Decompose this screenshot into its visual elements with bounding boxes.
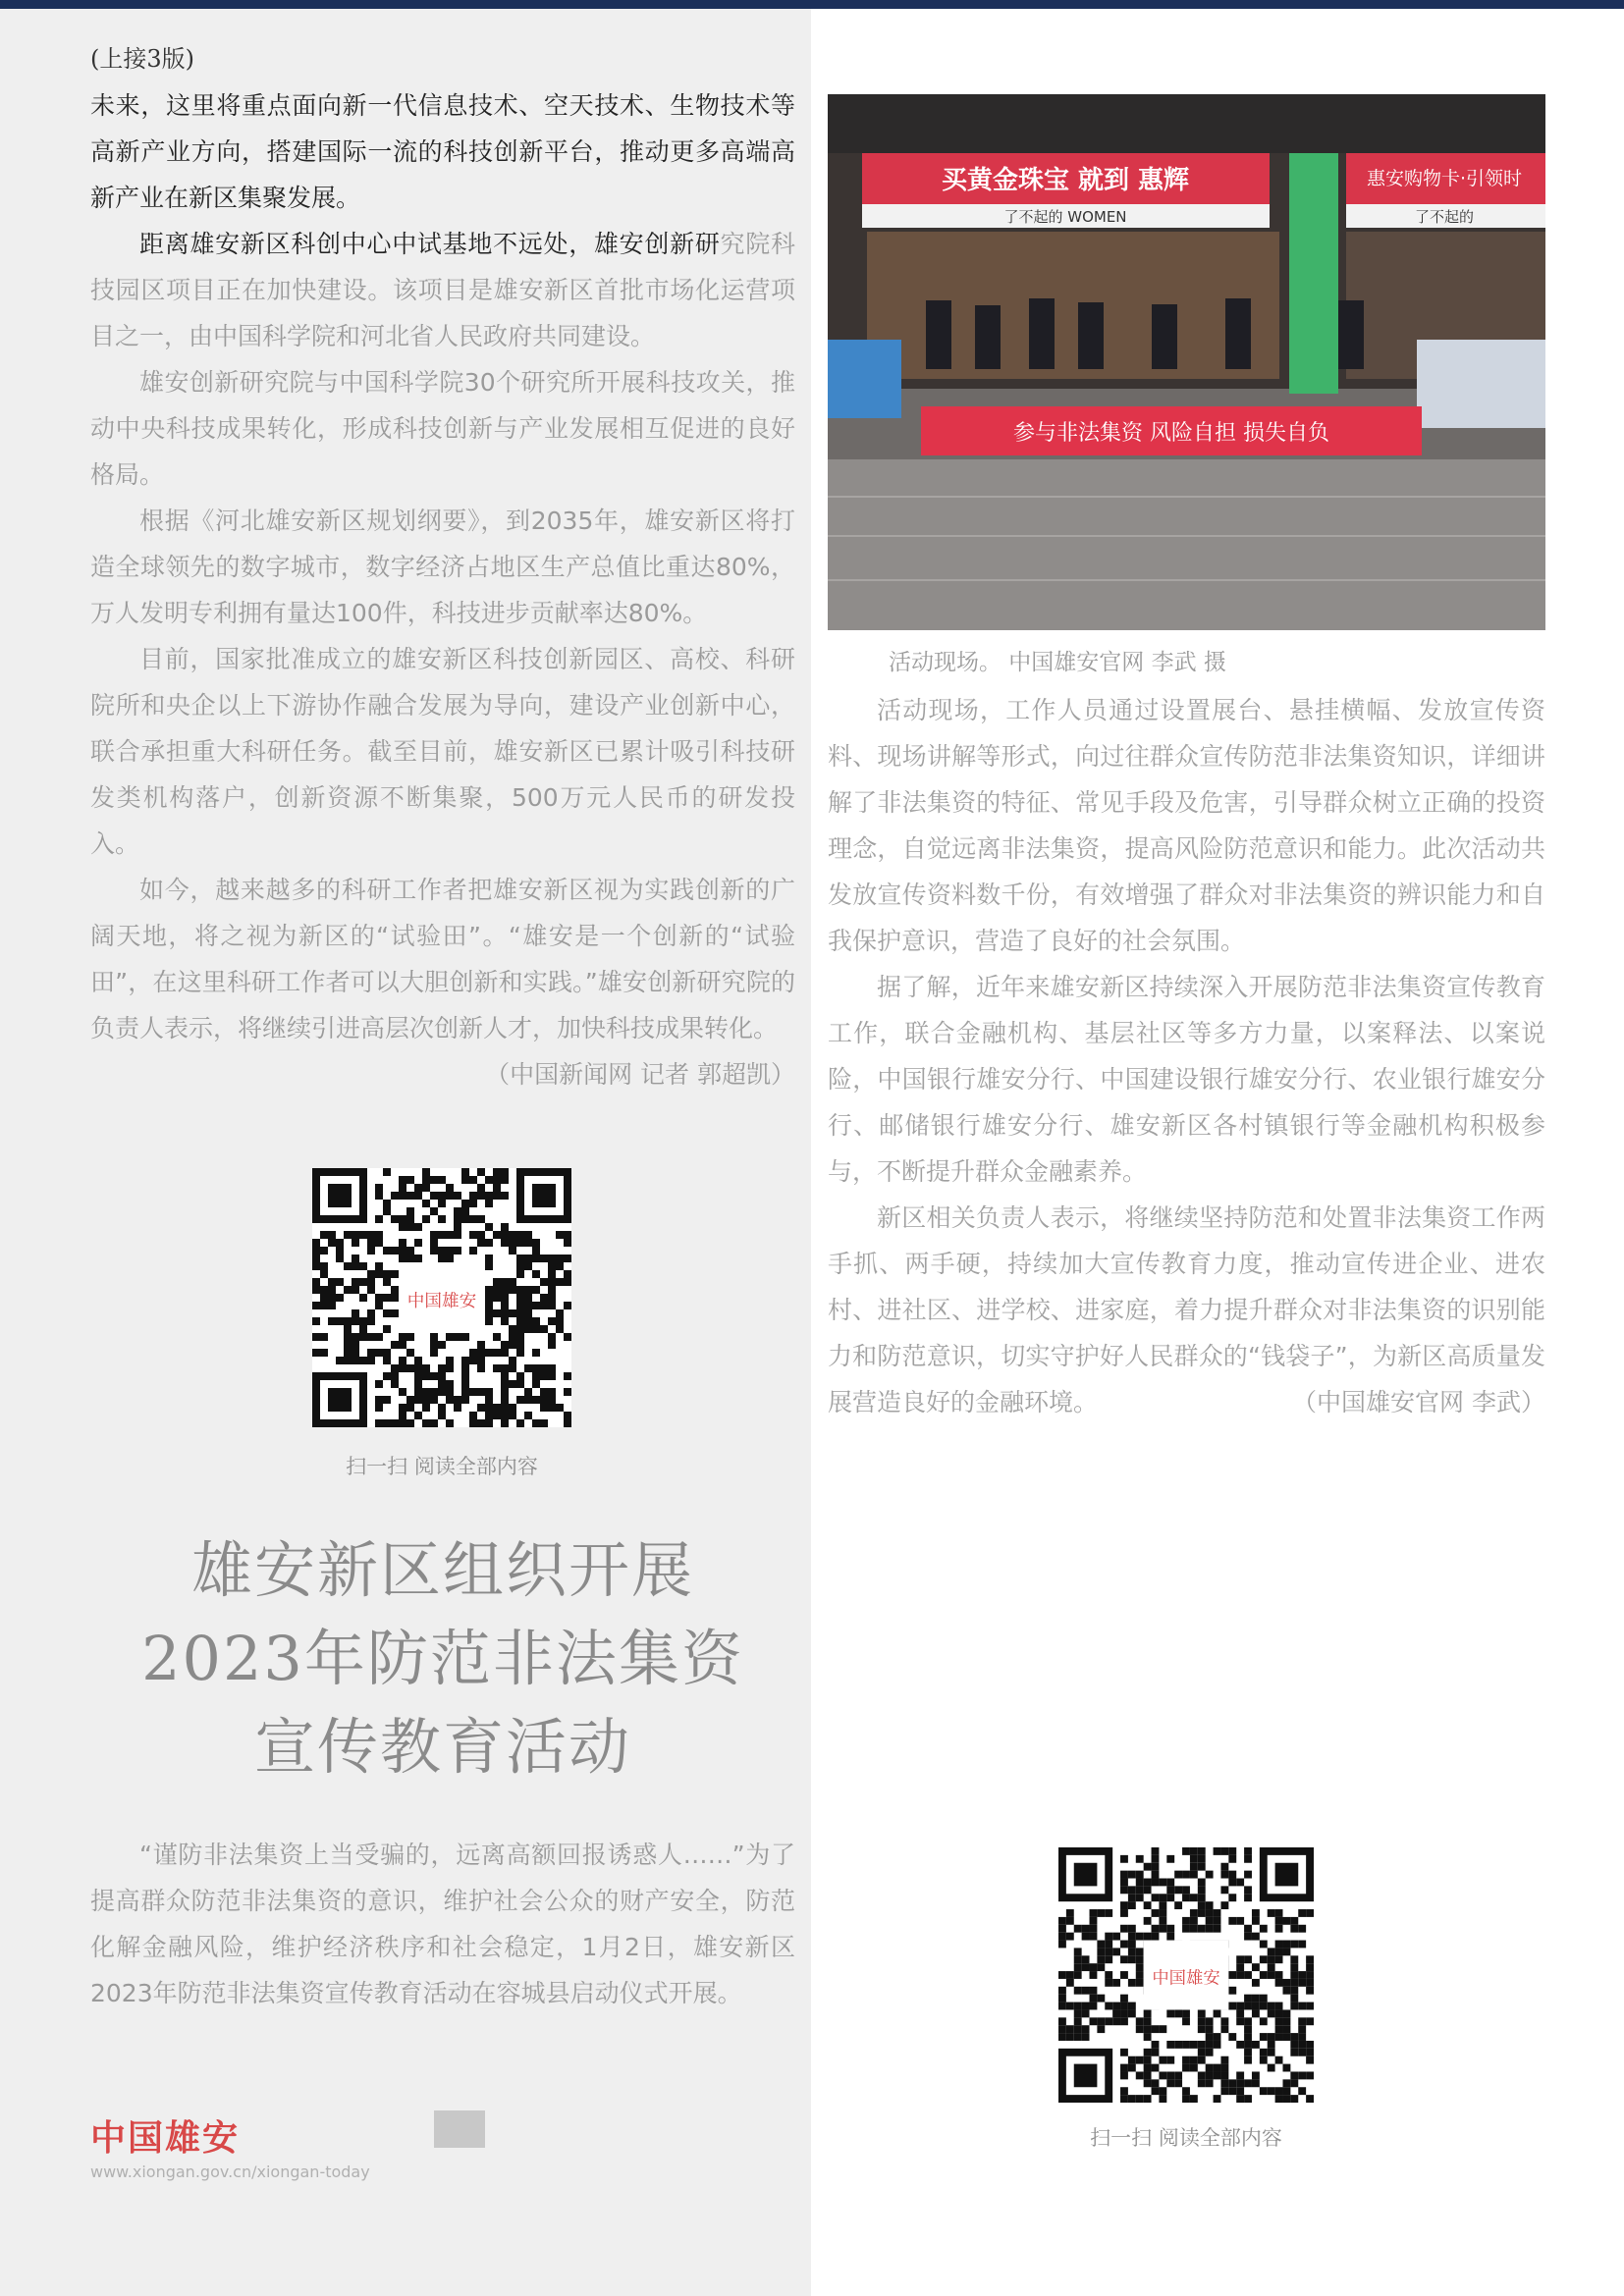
brand-url: www.xiongan.gov.cn/xiongan-today <box>90 2163 370 2181</box>
top-bar <box>0 0 1624 9</box>
right-article-paragraph-2: 据了解，近年来雄安新区持续深入开展防范非法集资宣传教育工作，联合金融机构、基层社区等多方力量，以案释法、以案说险，中国银行雄安分行、中国建设银行雄安分行、农业银行雄安分行、邮储银行雄安分行、雄安新区各村镇银行等金融机构积极参与，不断提升群众金融素养。 <box>828 973 1545 1186</box>
event-photo <box>828 94 1545 630</box>
photo-sign-right: 了不起的 <box>1414 208 1475 226</box>
left-article-paragraph-5: 目前，国家批准成立的雄安新区科技创新园区、高校、科研院所和央企以上下游协作融合发展为导向，建设产业创新中心，联合承担重大科研任务。截至目前，雄安新区已累计吸引科技研发类机构落户，创新资源不断集聚，500万元人民币的研发投入。 <box>90 645 795 858</box>
photo-sign-left: 了不起的 WOMEN <box>1003 208 1127 226</box>
article-source: （中国新闻网 记者 郭超凯） <box>485 1060 795 1089</box>
left-article <box>90 82 795 1097</box>
right-article <box>828 687 1545 1425</box>
article-headline <box>90 1526 795 1791</box>
qr-caption-left: 扫一扫 阅读全部内容 <box>346 1455 538 1478</box>
left-article-paragraph-2: 距离雄安新区科创中心中试基地不远处，雄安创新研究院科技园区项目正在加快建设。该项目是雄安新区首批市场化运营项目之一，由中国科学院和河北省人民政府共同建设。 <box>90 230 795 350</box>
qr-code-right[interactable] <box>1058 1847 1314 2103</box>
brand-logo: 中国雄安 <box>90 2117 241 2159</box>
right-article-source: （中国雄安官网 李武） <box>1292 1388 1545 1416</box>
left-article-paragraph-4: 根据《河北雄安新区规划纲要》，到2035年，雄安新区将打造全球领先的数字城市，数字经济占地区生产总值比重达80%，万人发明专利拥有量达100件，科技进步贡献率达80%。 <box>90 507 795 627</box>
brand-mark-icon <box>434 2110 485 2148</box>
photo-red-banner: 参与非法集资 风险自担 损失自负 <box>1013 421 1329 446</box>
headline-line-1: 雄安新区组织开展 <box>190 1534 694 1606</box>
headline-article-body <box>90 1832 795 2016</box>
right-article-paragraph-3: 新区相关负责人表示，将继续坚持防范和处置非法集资工作两手抓、两手硬，持续加大宣传教育力度，推动宣传进企业、进农村、进社区、进学校、进家庭，着力提升群众对非法集资的识别能力和防范意识，切实守护好人民群众的“钱袋子”，为新区高质量发展营造良好的金融环境。 （中国雄安官网 李武） <box>828 1195 1545 1425</box>
left-article-paragraph-3: 雄安创新研究院与中国科学院30个研究所开展科技攻关，推动中央科技成果转化，形成科技创新与产业发展相互促进的良好格局。 <box>90 368 795 489</box>
qr-caption-right: 扫一扫 阅读全部内容 <box>1090 2126 1282 2150</box>
qr-center-label: 中国雄安 <box>1152 1968 1220 1989</box>
photo-caption: 活动现场。 中国雄安官网 李武 摄 <box>889 650 1226 675</box>
qr-center-label: 中国雄安 <box>406 1291 477 1311</box>
headline-line-3: 宣传教育活动 <box>253 1711 631 1783</box>
left-article-paragraph-6: 如今，越来越多的科研工作者把雄安新区视为实践创新的广阔天地，将之视为新区的“试验田”。“雄安是一个创新的“试验田”，在这里科研工作者可以大胆创新和实践。”雄安创新研究院的负责人表示，将继续引进高层次创新人才，加快科技成果转化。 （中国新闻网 记者 郭超凯） <box>90 867 795 1051</box>
qr-code-left[interactable] <box>312 1168 571 1427</box>
event-photo-scene <box>828 94 1545 630</box>
photo-banner-left: 买黄金珠宝 就到 惠辉 <box>941 166 1190 195</box>
brand-footer <box>90 2110 370 2181</box>
photo-banner-right: 惠安购物卡·引领时 <box>1366 168 1523 189</box>
qr-pattern <box>1058 1847 1314 2103</box>
continuation-note: (上接3版) <box>90 45 194 73</box>
headline-article-paragraph-1: “谨防非法集资上当受骗的，远离高额回报诱惑人……”为了提高群众防范非法集资的意识，维护社会公众的财产安全，防范化解金融风险，维护经济秩序和社会稳定，1月2日，雄安新区2023年防范非法集资宣传教育活动在容城县启动仪式开展。 <box>90 1841 795 2007</box>
right-article-paragraph-1: 活动现场，工作人员通过设置展台、悬挂横幅、发放宣传资料、现场讲解等形式，向过往群众宣传防范非法集资知识，详细讲解了非法集资的特征、常见手段及危害，引导群众树立正确的投资理念，自觉远离非法集资，提高风险防范意识和能力。此次活动共发放宣传资料数千份，有效增强了群众对非法集资的辨识能力和自我保护意识，营造了良好的社会氛围。 <box>828 696 1545 955</box>
headline-line-2: 2023年防范非法集资 <box>141 1623 744 1694</box>
left-article-paragraph-1: 未来，这里将重点面向新一代信息技术、空天技术、生物技术等高新产业方向，搭建国际一流的科技创新平台，推动更多高端高新产业在新区集聚发展。 <box>90 91 795 212</box>
qr-pattern <box>312 1168 571 1427</box>
